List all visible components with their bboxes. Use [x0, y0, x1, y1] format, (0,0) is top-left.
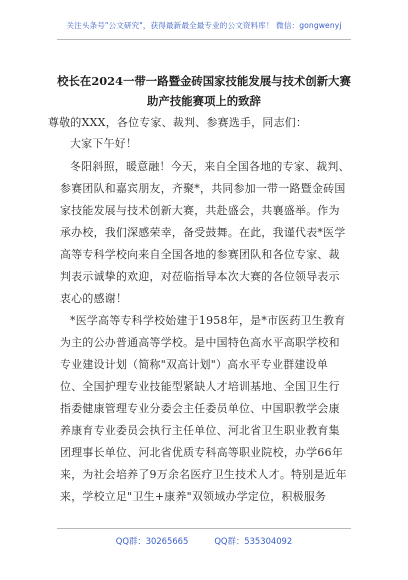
footer	[0, 535, 408, 547]
paragraph-line: 承办校，我们深感荣幸，备受鼓舞。在此，我谨代表*医学	[60, 226, 346, 239]
paragraph-line: 冬阳斜照，暖意融！今天，来自全国各地的专家、裁判、	[70, 160, 350, 173]
header-divider	[57, 39, 351, 40]
paragraph-line: 判表示诚挚的欢迎，对莅临指导本次大赛的各位领导表示	[60, 270, 340, 283]
paragraph-line: 位、全国护理专业技能型紧缺人才培训基地、全国卫生行	[60, 380, 340, 393]
document-title-line-2: 助产技能赛项上的致辞	[147, 94, 261, 108]
paragraph-line: 来，学校立足"卫生+康养"双领域办学定位，积极服务	[60, 490, 327, 503]
paragraph-line: 团理事长单位、河北省优质专科高等职业院校，办学66年	[60, 446, 344, 459]
paragraph-line: 指委健康管理专业分委会主任委员单位、中国职教学会康	[60, 402, 340, 415]
paragraph-line: 专业建设计划（简称"双高计划"）高水平专业群建设单	[60, 358, 329, 371]
header-banner: 关注头条号"公文研究"，获得最新最全最专业的公文资料库！ 微信：gongwenyj	[66, 21, 342, 30]
salutation-line: 尊敬的XXX，各位专家、裁判、参赛选手，同志们：	[48, 116, 308, 129]
paragraph-line: 衷心的感谢！	[60, 292, 128, 305]
document-title-line-1: 校长在2024一带一路暨金砖国家技能发展与技术创新大赛	[57, 74, 351, 88]
paragraph-line: 来，为社会培养了9万余名医疗卫生技术人才。特别是近年	[60, 468, 347, 481]
paragraph-line: *医学高等专科学校始建于1958年，是*市医药卫生教育	[70, 314, 346, 327]
footer-qq-group-2: QQ群：535304092	[214, 536, 293, 546]
paragraph-line: 家技能发展与技术创新大赛，共赴盛会，共襄盛举。作为	[60, 204, 340, 217]
paragraph-line: 高等专科学校向来自全国各地的参赛团队和各位专家、裁	[60, 248, 340, 261]
greeting-line: 大家下午好！	[70, 137, 138, 150]
paragraph-line: 为主的公办普通高等学校。是中国特色高水平高职学校和	[60, 336, 340, 349]
footer-divider	[57, 528, 351, 529]
paragraph-line: 养康育专业委员会执行主任单位、河北省卫生职业教育集	[60, 424, 340, 437]
footer-qq-group-1: QQ群：30265665	[115, 536, 189, 546]
paragraph-line: 参赛团队和嘉宾朋友，齐聚*，共同参加一带一路暨金砖国	[60, 182, 346, 195]
